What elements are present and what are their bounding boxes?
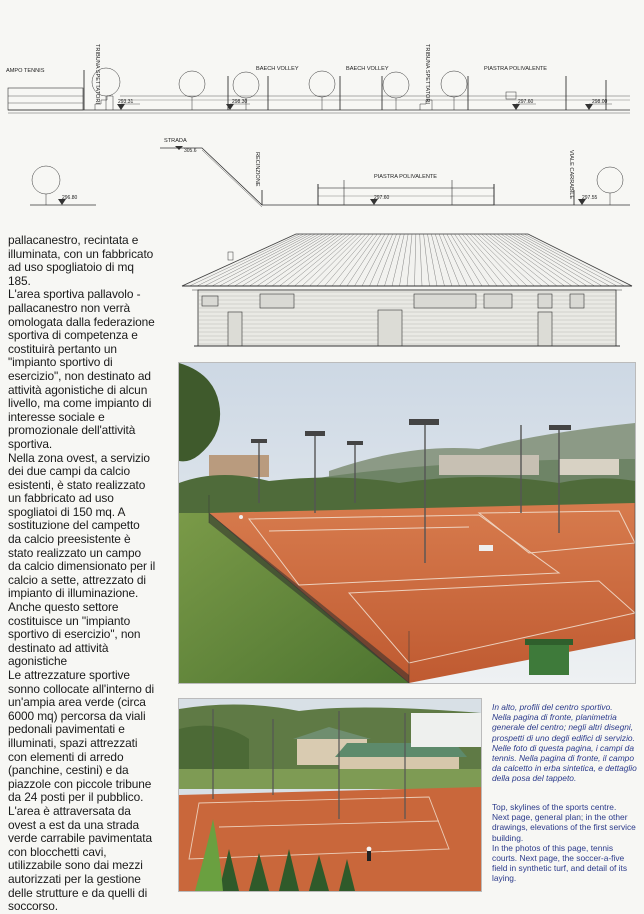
caption-italian: In alto, profili del centro sportivo. Nella pagina di fronte, planimetria generale del centro; negli altri disegni, prospetti di uno degli edifici di servizio. Nelle foto di questa pagina, i campi da tennis. Nella pagina di fronte, il campo da calcetto in erba sintetica, e dettaglio della posa del tappeto. bbox=[492, 702, 637, 784]
elevation-e2: 298.30 bbox=[232, 99, 248, 105]
label-beach-volley-1: BAECH VOLLEY bbox=[256, 66, 299, 72]
label-tribuna-spettatori-2: TRIBUNA SPETTATORI bbox=[424, 44, 430, 104]
site-elevation-drawings bbox=[0, 0, 644, 230]
tennis-courts-photo-small bbox=[178, 698, 482, 892]
caption-english: Top, skylines of the sports centre. Next page, general plan; in the other drawings, elevations of the first service building. In the photos of this page, tennis courts. Next page, the soccer-a-five field in synthetic turf, and detail of its laying. bbox=[492, 802, 636, 884]
label-beach-volley-2: BAECH VOLLEY bbox=[346, 66, 389, 72]
top-profile bbox=[8, 68, 630, 113]
elevation-e4: 298.00 bbox=[592, 99, 608, 105]
elevation-e6: 296.80 bbox=[62, 195, 78, 201]
elevation-e1: 293.31 bbox=[118, 99, 134, 105]
body-text: pallacanestro, recintata e illuminata, con un fabbricato ad uso spogliatoio di mq 185. L'area sportiva pallavolo - pallacanestro non verrà omologata dalla federazione sportiva di competenza e costituirà pertanto un "impianto sportivo di esercizio", non destinato ad attività agonistiche di alcun livello, ma come impianto di interesse sociale e promozionale dell'attività sportiva. Nella zona ovest, a servizio dei due campi da calcio esistenti, è stato realizzato un fabbricato ad uso spogliatoi di 150 mq. A sostituzione del campetto da calcio preesistente è stato realizzato un campo da calcio dimensionato per il calcio a sette, attrezzato di impianto di illuminazione. Anche questo settore costituisce un "impianto sportivo di esercizio", non destinato ad attività agonistiche Le attrezzature sportive sonno collocate all'interno di un'ampia area verde (circa 6000 mq) percorsa da viali pedonali pavimentati e illuminati, spazi attrezzati con elementi di arredo (panchine, cestini) e da piazzole con piccole tribune da 24 posti per il pubblico. L'area è attraversata da ovest a est da una strada verde carrabile pavimentata con blocchetti cavi, utilizzabile sono dai mezzi autorizzati per la gestione delle strutture e da quelli di soccorso. bbox=[8, 233, 156, 914]
elevation-e3: 297.60 bbox=[518, 99, 534, 105]
label-strada: STRADA bbox=[164, 138, 187, 144]
bottom-profile bbox=[30, 146, 630, 207]
label-piastra-polivalente-top: PIASTRA POLIVALENTE bbox=[484, 66, 548, 72]
service-building-elevation bbox=[178, 230, 636, 354]
label-piastra-polivalente-bottom: PIASTRA POLIVALENTE bbox=[374, 174, 438, 180]
label-viale-carrabile: VIALE CARRABILE bbox=[568, 150, 574, 200]
elevation-e5: 305.6 bbox=[184, 148, 197, 154]
tennis-courts-photo bbox=[178, 362, 636, 684]
label-tribuna-spettatori-1: TRIBUNA SPETTATORI bbox=[94, 44, 100, 104]
label-recinzione: RECINZIONE bbox=[254, 152, 260, 187]
elevation-e8: 297.55 bbox=[582, 195, 598, 201]
elevation-e7: 297.60 bbox=[374, 195, 390, 201]
label-campo-tennis: AMPO TENNIS bbox=[6, 68, 45, 74]
